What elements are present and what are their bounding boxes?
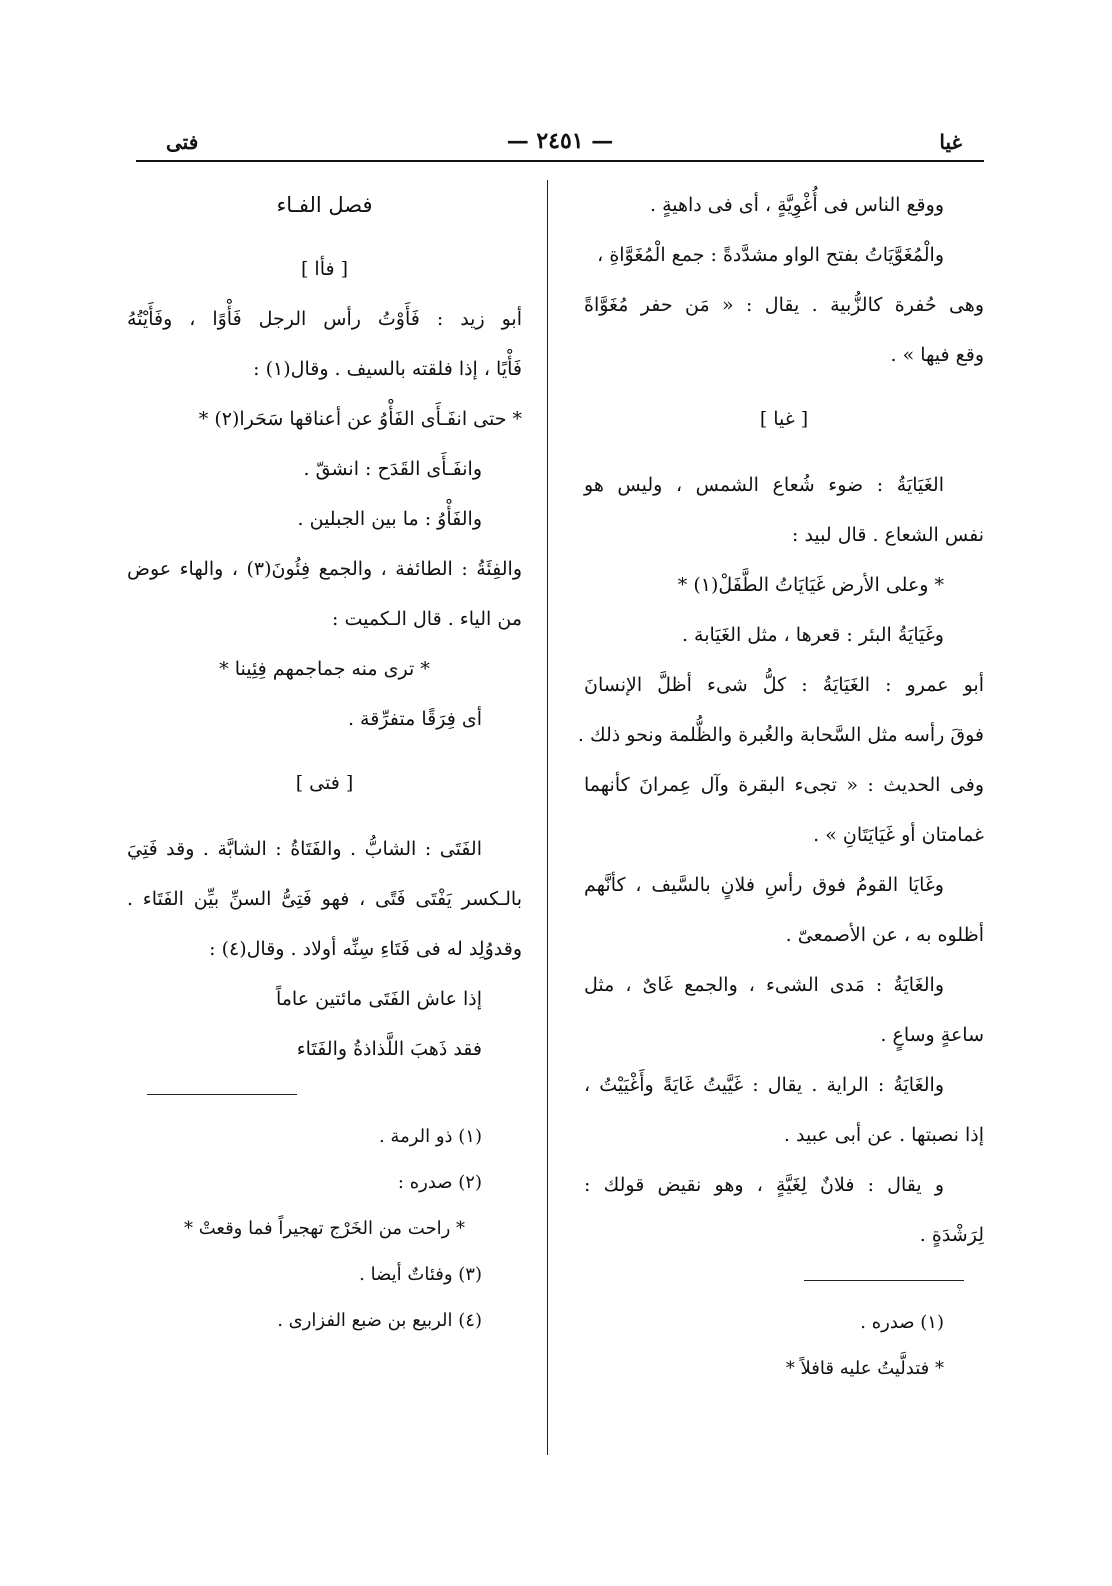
footnote-rule <box>147 1094 297 1096</box>
text-line: وغَايَا القومُ فوق رأسِ فلانٍ بالسَّيف ، كأنَّهم <box>584 874 944 896</box>
entry-title-fata: [ فتى ] <box>295 772 354 794</box>
footnote-verse: * فتدلَّيتُ عليه قافلاً * <box>785 1358 944 1379</box>
text-line: والغَايَةُ : الراية . يقال : غَيَّيتُ غَايَةً وأَغْيَيْتُ ، <box>584 1074 944 1096</box>
text-line: أبو عمرو : الغَيَايَةُ : كلُّ شىء أظلَّ الإنسانَ <box>584 674 984 696</box>
header-keyword-right: غيا <box>939 130 962 154</box>
section-title: فصل الفـاء <box>276 193 373 217</box>
verse-line: * وعلى الأرض غَيَايَاتُ الطَّفَلْ(١) * <box>677 574 944 596</box>
text-line: والفَأْوُ : ما بين الجبلين . <box>297 508 482 530</box>
text-line: ساعةٍ وساعٍ . <box>880 1024 984 1046</box>
verse-line: فقد ذَهبَ اللَّذاذةُ والفَتَاء <box>296 1038 482 1060</box>
text-line: وغَيَايَةُ البئر : قعرها ، مثل الغَيَابة . <box>681 624 944 646</box>
text-line: والْمُغَوَّيَاتُ بفتح الواو مشدَّدةً : جمع الْمُغَوَّاةِ ، <box>597 244 944 266</box>
entry-title-ghaya: [ غيا ] <box>759 408 809 430</box>
footnote: (١) صدره . <box>860 1312 944 1333</box>
text-line: نفس الشعاع . قال لبيد : <box>792 524 984 546</box>
page-number: — ٢٤٥١ — <box>506 128 614 154</box>
verse-line: * حتى انفَـأَى الفَأْوُ عن أعناقها سَحَرا(٢) * <box>198 408 522 430</box>
footnote-rule <box>804 1280 964 1282</box>
page-header <box>136 128 984 168</box>
text-line: الفَتَى : الشابُّ . والفَتَاةُ : الشابَّة . وقد فَتِيَ <box>127 838 482 860</box>
text-line: الغَيَايَةُ : ضوء شُعاع الشمس ، وليس هو <box>584 474 944 496</box>
text-line: غمامتان أو غَيَايَتَانِ » . <box>813 824 984 846</box>
text-line: فَأْيًا ، إذا فلقته بالسيف . وقال(١) : <box>253 358 522 380</box>
text-line: من الياء . قال الـكميت : <box>332 608 522 630</box>
text-line: و يقال : فلانٌ لِغَيَّةٍ ، وهو نقيض قولك : <box>584 1174 944 1196</box>
text-line: فوقَ رأسه مثل السَّحابة والغُبرة والظُّلمة ونحو ذلك . <box>577 724 984 746</box>
text-line: أظلوه به ، عن الأصمعىّ . <box>785 924 984 946</box>
left-column <box>127 180 522 1344</box>
text-line: أبو زيد : فَأَوْتُ رأس الرجل فَأْوًا ، وفَأَيْتُهُ <box>127 308 522 330</box>
text-line: وقع فيها » . <box>890 344 984 366</box>
text-line: وانفَـأَى القَدَح : انشقّ . <box>303 458 482 480</box>
text-line: إذا نصبتها . عن أبى عبيد . <box>783 1124 984 1146</box>
text-line: والفِئَةُ : الطائفة ، والجمع فِئُونَ(٣) ، والهاء عوض <box>127 558 522 580</box>
entry-title-fa: [ فأا ] <box>300 258 349 280</box>
footnote: (٢) صدره : <box>397 1172 482 1193</box>
header-keyword-left: فتى <box>166 130 199 154</box>
text-line: وهى حُفرة كالزُّبية . يقال : « مَن حفر مُغَوَّاةً <box>584 294 984 316</box>
verse-line: إذا عاش الفَتَى مائتين عاماً <box>275 988 482 1010</box>
verse-line: * ترى منه جماجمهم فِئِينا * <box>219 658 430 680</box>
text-line: ووقع الناس فى أُغْوِيَّةٍ ، أى فى داهيةٍ . <box>650 194 944 216</box>
right-column <box>577 180 984 1392</box>
footnote: (١) ذو الرمة . <box>378 1126 482 1147</box>
text-line: أى فِرَقًا متفرِّقة . <box>347 708 482 730</box>
header-rule <box>136 160 984 162</box>
text-line: بالـكسر يَفْتَى فَتًى ، فهو فَتِىُّ السنِّ بيِّن الفَتَاء . <box>127 888 522 910</box>
footnote: (٤) الربيع بن ضبع الفزارى . <box>277 1310 482 1331</box>
text-line: لِرَشْدَةٍ . <box>919 1224 984 1246</box>
footnote-verse: * راحت من الخَرْج تهجيراً فما وقعتْ * <box>184 1218 465 1239</box>
column-divider <box>547 180 548 1455</box>
text-line: والغَايَةُ : مَدى الشىء ، والجمع غَاىٌ ، مثل <box>584 974 944 996</box>
text-line: وفى الحديث : « تجىء البقرة وآل عِمرانَ كأنهما <box>584 774 984 796</box>
text-line: وقدوُلِد له فى فَتَاءِ سِنِّه أولاد . وقال(٤) : <box>209 938 522 960</box>
footnote: (٣) وفئاتٌ أيضا . <box>359 1264 482 1285</box>
